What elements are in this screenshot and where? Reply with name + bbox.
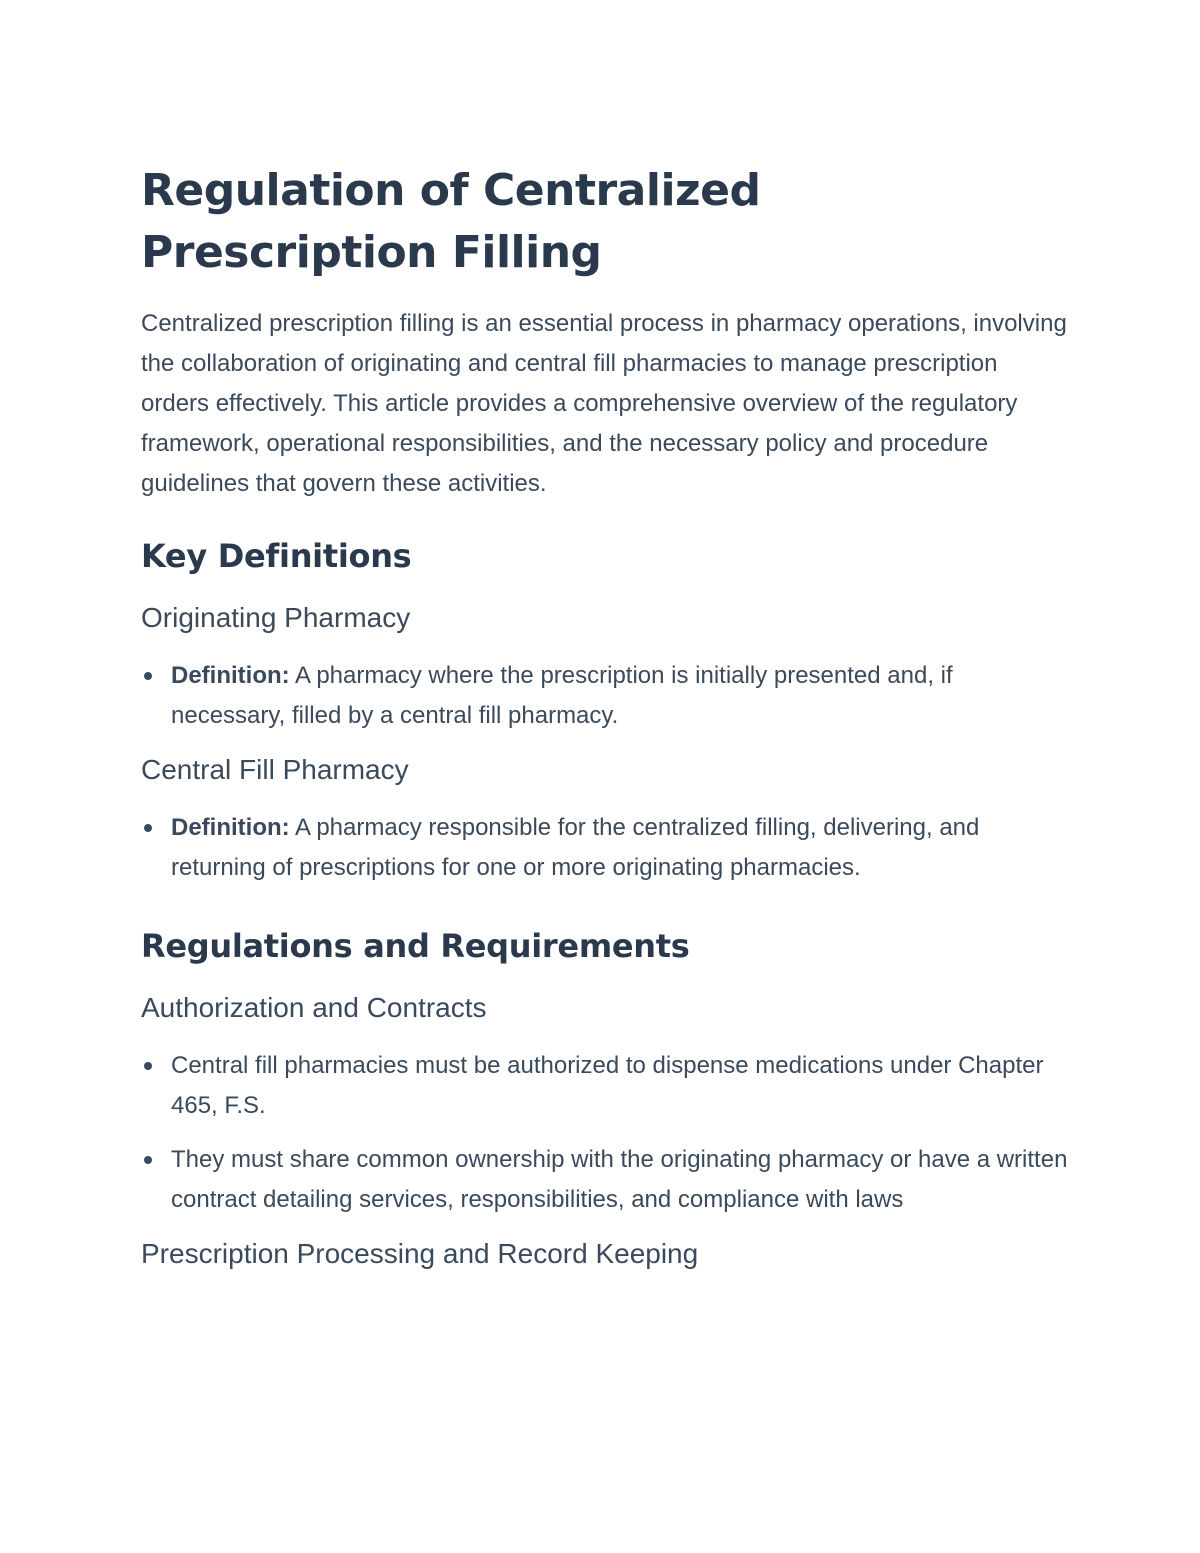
central-fill-definition-list (141, 808, 1071, 888)
subsection-heading-originating-pharmacy: Originating Pharmacy (141, 602, 411, 633)
definition-text: A pharmacy where the prescription is initially presented and, if necessary, filled by a central fill pharmacy. (171, 662, 953, 729)
definition-term: Definition: (171, 662, 290, 689)
subsection-heading-processing: Prescription Processing and Record Keeping (141, 1238, 699, 1269)
section-heading-key-definitions: Key Definitions (141, 537, 412, 575)
list-item-text: They must share common ownership with the originating pharmacy or have a written contract detailing services, responsibilities, and compliance with laws (171, 1146, 1068, 1213)
section-heading-regulations: Regulations and Requirements (141, 927, 690, 965)
list-item (141, 1046, 1071, 1126)
intro-paragraph: Centralized prescription filling is an essential process in pharmacy operations, involving the collaboration of originating and central fill pharmacies to manage prescription orders effectively. This article provides a comprehensive overview of the regulatory framework, operational responsibilities, and the necessary policy and procedure guidelines that govern these activities. (141, 310, 1067, 497)
list-item-text: Central fill pharmacies must be authorized to dispense medications under Chapter 465, F.S. (171, 1052, 1044, 1119)
bullet-icon (144, 824, 152, 832)
authorization-list (141, 1046, 1071, 1220)
list-item (141, 1140, 1071, 1220)
subsection-heading-central-fill-pharmacy: Central Fill Pharmacy (141, 754, 409, 785)
bullet-icon (144, 672, 152, 680)
list-item (141, 808, 1071, 888)
list-item (141, 656, 1071, 736)
originating-definition-list (141, 656, 1071, 736)
page-title: Regulation of Centralized Prescription Filling (141, 165, 761, 278)
definition-text: A pharmacy responsible for the centralized filling, delivering, and returning of prescriptions for one or more originating pharmacies. (171, 814, 980, 881)
bullet-icon (144, 1062, 152, 1070)
bullet-icon (144, 1156, 152, 1164)
definition-term: Definition: (171, 814, 290, 841)
subsection-heading-authorization: Authorization and Contracts (141, 992, 487, 1023)
document-page (141, 160, 1071, 1274)
